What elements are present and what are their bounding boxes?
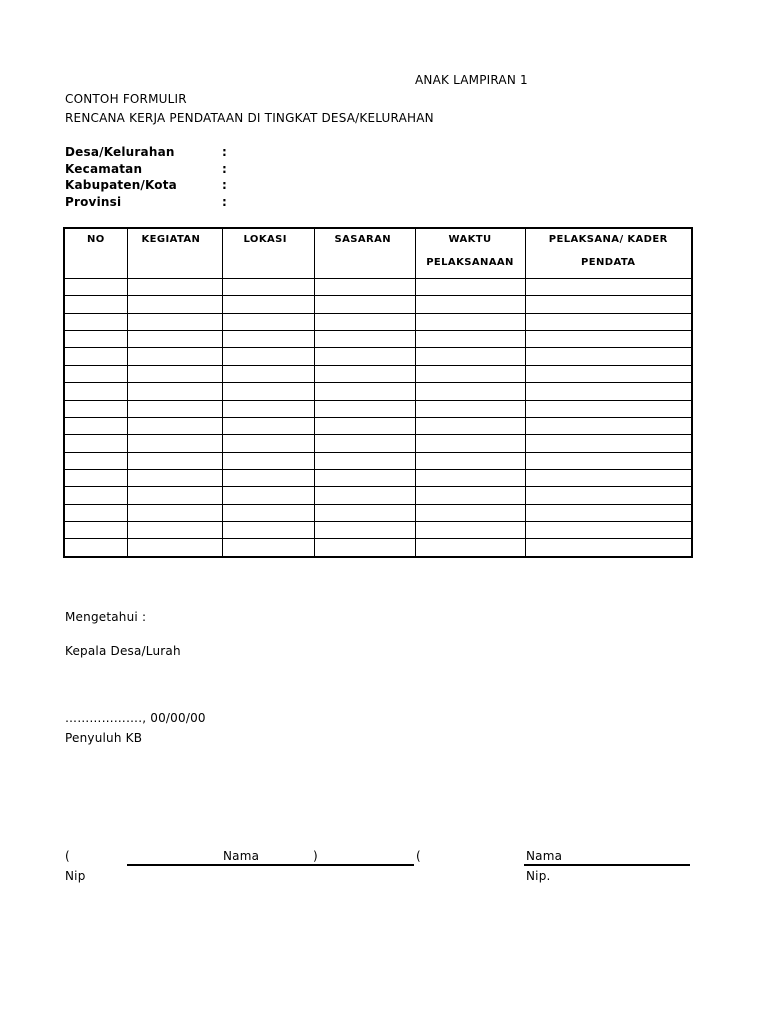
table-cell bbox=[415, 487, 525, 504]
table-header-row bbox=[64, 228, 692, 279]
table-cell bbox=[525, 539, 692, 557]
kepala-desa-label: Kepala Desa/Lurah bbox=[65, 644, 181, 658]
table-cell bbox=[415, 313, 525, 330]
table-row bbox=[64, 417, 692, 434]
table-cell bbox=[222, 313, 314, 330]
table-cell bbox=[314, 504, 415, 521]
table-cell bbox=[222, 400, 314, 417]
nama-left-label: Nama bbox=[223, 849, 260, 863]
table-row bbox=[64, 400, 692, 417]
table-cell bbox=[222, 331, 314, 348]
table-cell bbox=[415, 365, 525, 382]
header-no: NO bbox=[64, 228, 127, 279]
table-cell bbox=[127, 296, 222, 313]
field-label-desa: Desa/Kelurahan bbox=[65, 145, 175, 159]
penyuluh-label: Penyuluh KB bbox=[65, 731, 143, 745]
place-date-label: ………………., 00/00/00 bbox=[65, 711, 206, 725]
table-cell bbox=[222, 365, 314, 382]
header-waktu: WAKTU PELAKSANAAN bbox=[415, 228, 525, 279]
table-cell bbox=[222, 279, 314, 296]
table-cell bbox=[222, 487, 314, 504]
table-cell bbox=[415, 417, 525, 434]
table-cell bbox=[525, 400, 692, 417]
work-plan-table bbox=[63, 227, 693, 558]
table-row bbox=[64, 279, 692, 296]
table-cell bbox=[222, 452, 314, 469]
table-cell bbox=[314, 365, 415, 382]
table-cell bbox=[127, 313, 222, 330]
form-type: CONTOH FORMULIR bbox=[65, 92, 187, 106]
table-cell bbox=[415, 383, 525, 400]
close-paren-left: ) bbox=[313, 849, 318, 863]
table-cell bbox=[127, 469, 222, 486]
table-cell bbox=[127, 435, 222, 452]
table-cell bbox=[222, 539, 314, 557]
table-cell bbox=[314, 487, 415, 504]
table-cell bbox=[64, 539, 127, 557]
table-cell bbox=[525, 331, 692, 348]
table-cell bbox=[525, 348, 692, 365]
header-pelaksana: PELAKSANA/ KADER PENDATA bbox=[525, 228, 692, 279]
table-row bbox=[64, 435, 692, 452]
table-cell bbox=[64, 296, 127, 313]
table-cell bbox=[415, 331, 525, 348]
table-cell bbox=[415, 400, 525, 417]
table-cell bbox=[127, 504, 222, 521]
table-cell bbox=[525, 522, 692, 539]
header-lokasi: LOKASI bbox=[222, 228, 314, 279]
table-cell bbox=[525, 279, 692, 296]
table-cell bbox=[64, 504, 127, 521]
table-cell bbox=[127, 452, 222, 469]
table-cell bbox=[525, 469, 692, 486]
mengetahui-label: Mengetahui : bbox=[65, 610, 147, 624]
table-row bbox=[64, 383, 692, 400]
signature-line-left bbox=[127, 864, 414, 866]
table-cell bbox=[314, 417, 415, 434]
table-cell bbox=[64, 383, 127, 400]
table-row bbox=[64, 452, 692, 469]
table-cell bbox=[314, 331, 415, 348]
table-cell bbox=[314, 435, 415, 452]
table-cell bbox=[64, 365, 127, 382]
table-cell bbox=[64, 487, 127, 504]
table-cell bbox=[222, 469, 314, 486]
table-cell bbox=[314, 296, 415, 313]
header-kegiatan: KEGIATAN bbox=[127, 228, 222, 279]
form-title: RENCANA KERJA PENDATAAN DI TINGKAT DESA/KELURAHAN bbox=[65, 111, 434, 125]
table-cell bbox=[64, 348, 127, 365]
table-cell bbox=[127, 279, 222, 296]
open-paren-right: ( bbox=[416, 849, 421, 863]
field-sep-provinsi: : bbox=[222, 195, 227, 209]
table-cell bbox=[64, 417, 127, 434]
table-cell bbox=[525, 452, 692, 469]
table-cell bbox=[415, 452, 525, 469]
signature-line-right bbox=[524, 864, 690, 866]
table-row bbox=[64, 331, 692, 348]
table-cell bbox=[525, 417, 692, 434]
nama-right-label: Nama bbox=[526, 849, 563, 863]
table-cell bbox=[222, 504, 314, 521]
table-cell bbox=[64, 522, 127, 539]
table-cell bbox=[127, 348, 222, 365]
open-paren-left: ( bbox=[65, 849, 70, 863]
table-row bbox=[64, 313, 692, 330]
table-row bbox=[64, 504, 692, 521]
table-cell bbox=[415, 435, 525, 452]
table-cell bbox=[127, 539, 222, 557]
table-cell bbox=[64, 279, 127, 296]
table-cell bbox=[64, 331, 127, 348]
table-row bbox=[64, 296, 692, 313]
table-cell bbox=[525, 504, 692, 521]
table-cell bbox=[415, 539, 525, 557]
table-cell bbox=[415, 279, 525, 296]
nip-right-label: Nip. bbox=[526, 869, 551, 883]
field-label-kecamatan: Kecamatan bbox=[65, 162, 143, 176]
table-row bbox=[64, 365, 692, 382]
table-cell bbox=[314, 313, 415, 330]
table-cell bbox=[127, 331, 222, 348]
table-cell bbox=[222, 348, 314, 365]
table-row bbox=[64, 539, 692, 557]
table-cell bbox=[314, 539, 415, 557]
table-cell bbox=[222, 417, 314, 434]
table-cell bbox=[222, 522, 314, 539]
table-cell bbox=[415, 469, 525, 486]
table-cell bbox=[314, 348, 415, 365]
attachment-label: ANAK LAMPIRAN 1 bbox=[415, 73, 528, 87]
table-cell bbox=[314, 279, 415, 296]
table-cell bbox=[525, 383, 692, 400]
field-sep-kecamatan: : bbox=[222, 162, 227, 176]
field-label-provinsi: Provinsi bbox=[65, 195, 122, 209]
table-cell bbox=[64, 469, 127, 486]
table-cell bbox=[525, 487, 692, 504]
table-cell bbox=[525, 435, 692, 452]
table-cell bbox=[415, 296, 525, 313]
table-cell bbox=[127, 400, 222, 417]
table-cell bbox=[127, 522, 222, 539]
table-cell bbox=[314, 522, 415, 539]
table-cell bbox=[525, 365, 692, 382]
table-cell bbox=[222, 383, 314, 400]
table-cell bbox=[415, 504, 525, 521]
table-cell bbox=[415, 522, 525, 539]
table-cell bbox=[64, 435, 127, 452]
field-sep-desa: : bbox=[222, 145, 227, 159]
table-cell bbox=[314, 469, 415, 486]
nip-left-label: Nip bbox=[65, 869, 86, 883]
table-cell bbox=[127, 383, 222, 400]
table-cell bbox=[64, 452, 127, 469]
table-cell bbox=[127, 417, 222, 434]
table-cell bbox=[64, 313, 127, 330]
table-cell bbox=[314, 383, 415, 400]
table-row bbox=[64, 348, 692, 365]
table-cell bbox=[222, 296, 314, 313]
table-cell bbox=[222, 435, 314, 452]
field-sep-kabupaten: : bbox=[222, 178, 227, 192]
table-cell bbox=[415, 348, 525, 365]
table-cell bbox=[127, 365, 222, 382]
table-cell bbox=[525, 313, 692, 330]
table-row bbox=[64, 522, 692, 539]
table-row bbox=[64, 469, 692, 486]
table-cell bbox=[314, 400, 415, 417]
header-sasaran: SASARAN bbox=[314, 228, 415, 279]
table-cell bbox=[525, 296, 692, 313]
table-cell bbox=[127, 487, 222, 504]
table-row bbox=[64, 487, 692, 504]
field-label-kabupaten: Kabupaten/Kota bbox=[65, 178, 177, 192]
table-cell bbox=[64, 400, 127, 417]
table-cell bbox=[314, 452, 415, 469]
